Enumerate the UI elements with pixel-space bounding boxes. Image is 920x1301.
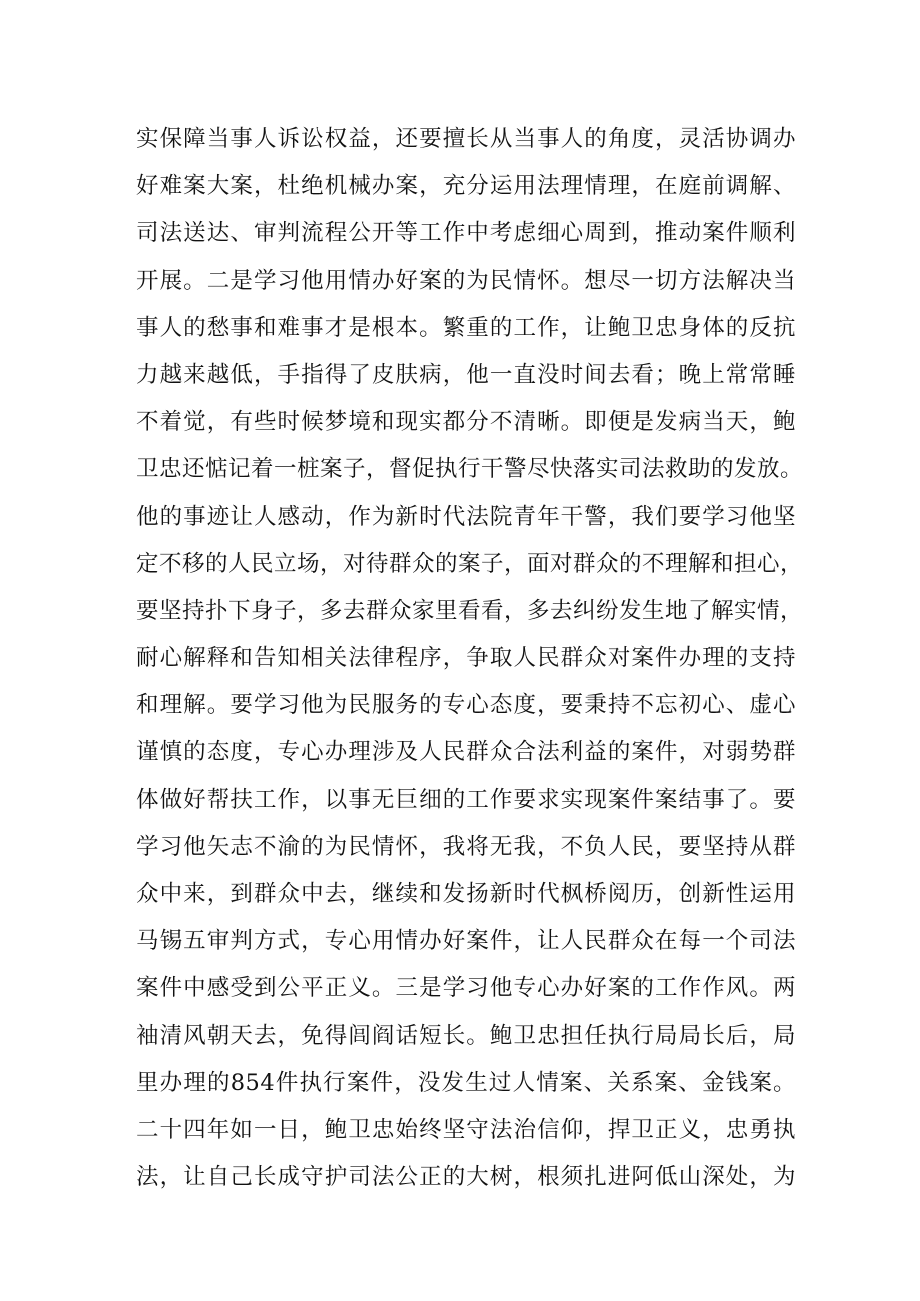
body-paragraph [136,116,804,1201]
text-line-13: 和理解。要学习他为民服务的专心态度，要秉持不忘初心、虚心 [136,692,796,719]
text-line-4: 开展。二是学习他用情办好案的为民情怀。想尽一切方法解决当 [136,267,796,294]
text-line-23: 法，让自己长成守护司法公正的大树，根须扎进阿低山深处，为 [136,1164,796,1191]
text-line-8: 卫忠还惦记着一桩案子，督促执行干警尽快落实司法救助的发放。 [136,456,804,483]
text-line-6: 力越来越低，手指得了皮肤病，他一直没时间去看；晚上常常睡 [136,361,796,388]
text-line-16: 学习他矢志不渝的为民情怀，我将无我，不负人民，要坚持从群 [136,833,796,860]
text-line-10: 定不移的人民立场，对待群众的案子，面对群众的不理解和担心， [136,550,804,577]
text-line-12: 耐心解释和告知相关法律程序，争取人民群众对案件办理的支持 [136,645,796,672]
text-line-17: 众中来，到群众中去，继续和发扬新时代枫桥阅历，创新性运用 [136,881,796,907]
text-line-15: 体做好帮扶工作，以事无巨细的工作要求实现案件案结事了。要 [136,786,796,813]
text-line-7: 不着觉，有些时候梦境和现实都分不清晰。即便是发病当天，鲍 [136,409,796,436]
text-line-20: 袖清风朝天去，免得闾阎话短长。鲍卫忠担任执行局局长后，局 [136,1022,796,1049]
text-line-5: 事人的愁事和难事才是根本。繁重的工作，让鲍卫忠身体的反抗 [136,314,796,341]
text-line-22: 二十四年如一日，鲍卫忠始终坚守法治信仰，捍卫正义，忠勇执 [136,1116,796,1143]
text-line-19: 案件中感受到公平正义。三是学习他专心办好案的工作作风。两 [136,975,796,1002]
text-line-21: 里办理的854件执行案件，没发生过人情案、关系案、金钱案。 [136,1069,796,1096]
text-line-3: 司法送达、审判流程公开等工作中考虑细心周到，推动案件顺利 [136,220,796,247]
text-line-1: 实保障当事人诉讼权益，还要擅长从当事人的角度，灵活协调办 [136,126,796,152]
text-line-14: 谨慎的态度，专心办理涉及人民群众合法利益的案件，对弱势群 [136,739,796,766]
text-line-2: 好难案大案，杜绝机械办案，充分运用法理情理，在庭前调解、 [136,173,796,200]
text-line-9: 他的事迹让人感动，作为新时代法院青年干警，我们要学习他坚 [136,503,796,530]
text-line-11: 要坚持扑下身子，多去群众家里看看，多去纠纷发生地了解实情， [136,597,804,624]
text-line-18: 马锡五审判方式，专心用情办好案件，让人民群众在每一个司法 [136,928,796,955]
